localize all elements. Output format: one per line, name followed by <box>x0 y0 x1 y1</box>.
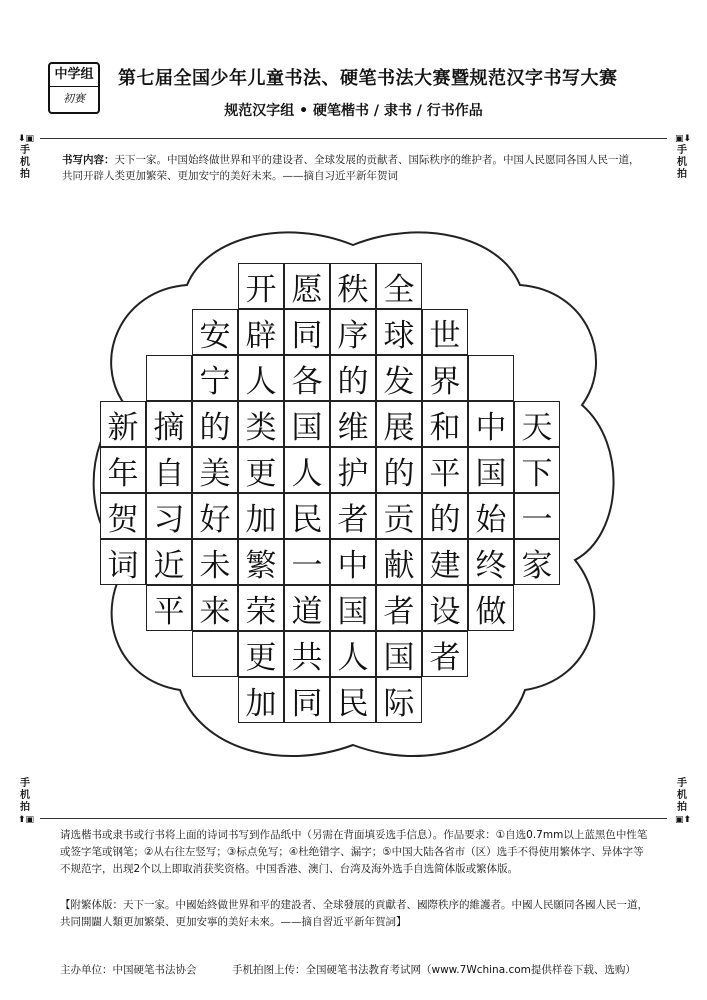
grid-cell: 年 <box>100 447 146 493</box>
grid-cell: 宁 <box>192 355 238 401</box>
camera-icon: ⬆▣ <box>18 815 35 825</box>
grid-cell: 美 <box>192 447 238 493</box>
grid-cell: 际 <box>376 677 422 723</box>
content-label: 书写内容： <box>62 154 115 166</box>
grid-cell: 好 <box>192 493 238 539</box>
grid-cell: 始 <box>468 493 514 539</box>
grid-cell: 辟 <box>238 309 284 355</box>
grid-cell: 加 <box>238 493 284 539</box>
grid-cell: 的 <box>422 493 468 539</box>
grid-cell: 类 <box>238 401 284 447</box>
grid-cell: 人 <box>238 355 284 401</box>
grid-cell: 共 <box>284 631 330 677</box>
grid-cell: 摘 <box>146 401 192 447</box>
phone-mark-label: 手机拍 <box>677 778 687 813</box>
grid-cell: 的 <box>192 401 238 447</box>
grid-cell: 序 <box>330 309 376 355</box>
grid-cell: 国 <box>468 447 514 493</box>
grid-cell: 道 <box>284 585 330 631</box>
grid-cell: 平 <box>146 585 192 631</box>
grid-cell: 未 <box>192 539 238 585</box>
grid-cell: 终 <box>468 539 514 585</box>
grid-cell: 世 <box>422 309 468 355</box>
content-text: 天下一家。中国始终做世界和平的建设者、全球发展的贡献者、国际秩序的维护者。中国人民愿同各国人民一道，共同开辟人类更加繁荣、更加安宁的美好未来。——摘自习近平新年贺词 <box>62 154 640 182</box>
grid-cell: 自 <box>146 447 192 493</box>
grid-cell: 天 <box>514 401 560 447</box>
grid-cell: 献 <box>376 539 422 585</box>
grid-cell: 建 <box>422 539 468 585</box>
grid-cell: 新 <box>100 401 146 447</box>
grid-cell: 一 <box>514 493 560 539</box>
grid-cell: 界 <box>422 355 468 401</box>
page-subtitle: 规范汉字组 • 硬笔楷书 / 隶书 / 行书作品 <box>224 103 483 119</box>
grid-cell: 贺 <box>100 493 146 539</box>
grid-cell <box>468 355 514 401</box>
phone-mark-label: 手机拍 <box>20 145 30 180</box>
grid-cell: 国 <box>284 401 330 447</box>
camera-icon: ▣⬇ <box>675 134 692 144</box>
grid-cell: 繁 <box>238 539 284 585</box>
grid-cell: 者 <box>422 631 468 677</box>
grid-cell: 做 <box>468 585 514 631</box>
page-title: 第七届全国少年儿童书法、硬笔书法大赛暨规范汉字书写大赛 <box>118 68 618 89</box>
camera-icon: ⬇▣ <box>18 134 35 144</box>
grid-cell: 设 <box>422 585 468 631</box>
grid-cell: 安 <box>192 309 238 355</box>
grid-cell: 者 <box>376 585 422 631</box>
grid-cell: 民 <box>330 677 376 723</box>
badge-group-label: 中学组 <box>50 64 98 87</box>
grid-cell <box>146 355 192 401</box>
grid-cell: 同 <box>284 677 330 723</box>
grid-cell: 近 <box>146 539 192 585</box>
grid-cell: 护 <box>330 447 376 493</box>
grid-cell: 家 <box>514 539 560 585</box>
grid-cell: 愿 <box>284 263 330 309</box>
grid-cell: 一 <box>284 539 330 585</box>
grid-cell: 习 <box>146 493 192 539</box>
grid-cell: 同 <box>284 309 330 355</box>
grid-cell: 的 <box>330 355 376 401</box>
grid-cell: 和 <box>422 401 468 447</box>
grid-cell: 全 <box>376 263 422 309</box>
grid-cell: 维 <box>330 401 376 447</box>
grid-cell: 人 <box>284 447 330 493</box>
grid-cell: 国 <box>330 585 376 631</box>
grid-cell: 的 <box>376 447 422 493</box>
grid-cell: 下 <box>514 447 560 493</box>
grid-cell: 中 <box>468 401 514 447</box>
camera-icon: ▣⬆ <box>675 815 692 825</box>
organizer-text: 主办单位：中国硬笔书法协会 <box>60 964 197 976</box>
grid-cell: 平 <box>422 447 468 493</box>
grid-cell: 中 <box>330 539 376 585</box>
grid-cell: 加 <box>238 677 284 723</box>
grid-cell: 开 <box>238 263 284 309</box>
badge-round-label: 初赛 <box>63 92 85 105</box>
grid-cell: 国 <box>376 631 422 677</box>
grid-cell: 者 <box>330 493 376 539</box>
grid-cell: 来 <box>192 585 238 631</box>
phone-mark-label: 手机拍 <box>677 145 687 180</box>
grid-cell: 人 <box>330 631 376 677</box>
traditional-version-note: 【附繁体版：天下一家。中國始終做世界和平的建設者、全球發展的貢獻者、國際秩序的維護者。中國人民願同各國人民一道，共同開闢人類更加繁榮、更加安寧的美好未來。——摘自習近平新年賀詞】 <box>60 899 648 928</box>
grid-cell: 各 <box>284 355 330 401</box>
grid-cell: 词 <box>100 539 146 585</box>
grid-cell: 发 <box>376 355 422 401</box>
grid-cell <box>192 631 238 677</box>
grid-cell: 民 <box>284 493 330 539</box>
phone-mark-label: 手机拍 <box>20 778 30 813</box>
upload-text: 手机拍图上传：全国硬笔书法教育考试网（www.7Wchina.com提供样卷下载、选购） <box>232 964 636 976</box>
grid-cell: 展 <box>376 401 422 447</box>
instructions: 请选楷书或隶书或行书将上面的诗词书写到作品纸中（另需在背面填妥选手信息）。作品要求：①自选0.7mm以上蓝黑色中性笔或签字笔或钢笔；②从右往左竖写；③标点免写；④杜绝错字、漏字；⑤中国大陆各省市（区）选手不得使用繁体字、异体字等不规范字，出现2个以上即取消获奖资格。中国香港、澳门、台湾及海外选手自选简体版或繁体版。 <box>60 829 648 875</box>
grid-cell: 秩 <box>330 263 376 309</box>
grid-cell: 更 <box>238 631 284 677</box>
grid-cell: 荣 <box>238 585 284 631</box>
grid-cell: 球 <box>376 309 422 355</box>
grid-cell: 贡 <box>376 493 422 539</box>
grid-cell: 更 <box>238 447 284 493</box>
